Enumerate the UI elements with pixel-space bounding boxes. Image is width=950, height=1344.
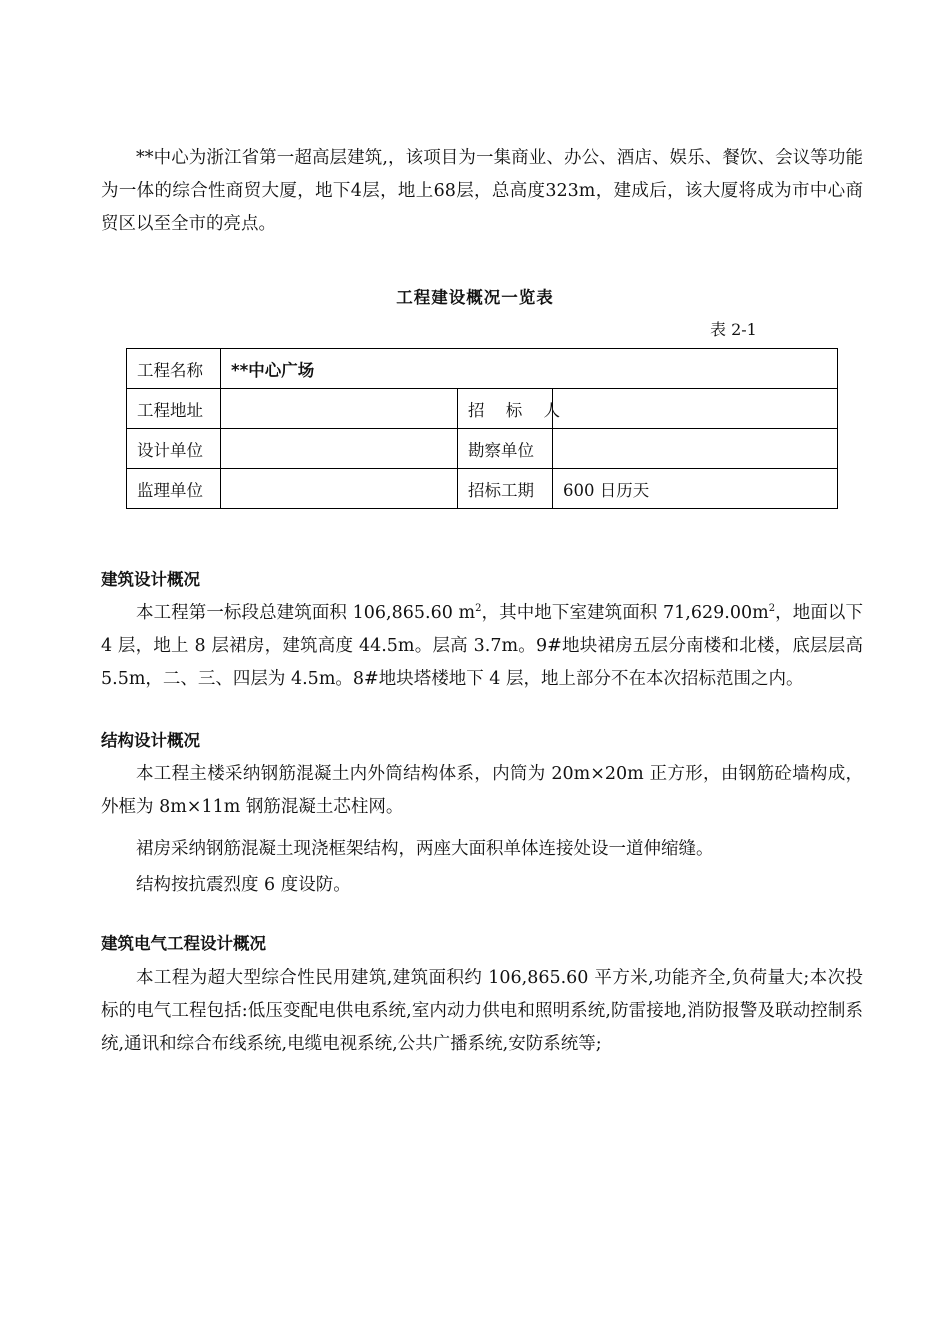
table-cell-value bbox=[221, 429, 458, 469]
table-row bbox=[127, 429, 838, 469]
table-cell-label: 工程名称 bbox=[127, 349, 221, 389]
table-cell-label: 招 标 人 bbox=[458, 389, 553, 429]
architecture-paragraph bbox=[101, 597, 863, 696]
table-row bbox=[127, 349, 838, 389]
table-cell-label: 招标工期 bbox=[458, 469, 553, 509]
table-cell-value bbox=[553, 389, 838, 429]
project-overview-table bbox=[126, 348, 838, 509]
table-number: 表 2-1 bbox=[710, 320, 757, 339]
table-title: 工程建设概况一览表 bbox=[396, 288, 554, 307]
section-heading-structure: 结构设计概况 bbox=[101, 731, 200, 750]
table-cell-label: 设计单位 bbox=[127, 429, 221, 469]
table-cell-value bbox=[221, 469, 458, 509]
table-cell-value bbox=[553, 429, 838, 469]
table-cell-value bbox=[221, 389, 458, 429]
table-cell-project-name: **中心广场 bbox=[221, 349, 838, 389]
superscript: 2 bbox=[475, 603, 482, 615]
structure-paragraph-2: 裙房采纳钢筋混凝土现浇框架结构，两座大面积单体连接处设一道伸缩缝。 bbox=[136, 839, 714, 859]
architecture-text-3: ，地面以下 4 层，地上 8 层裙房，建筑高度 44.5m。层高 3.7m。9#地块裙房五层分南楼和北楼，底层层高 5.5m，二、三、四层为 4.5m。8#地块塔楼地下 4 层，地上部分不在本次招标范围之内。 bbox=[101, 603, 863, 689]
table-row bbox=[127, 389, 838, 429]
section-heading-architecture: 建筑设计概况 bbox=[101, 570, 200, 589]
superscript: 2 bbox=[768, 603, 776, 615]
intro-paragraph: **中心为浙江省第一超高层建筑,，该项目为一集商业、办公、酒店、娱乐、餐饮、会议等功能为一体的综合性商贸大厦，地下4层，地上68层，总高度323m，建成后，该大厦将成为市中心商贸区以至全市的亮点。 bbox=[101, 148, 863, 234]
table-cell-label: 工程地址 bbox=[127, 389, 221, 429]
table-cell-value: 600 日历天 bbox=[553, 469, 838, 509]
electrical-paragraph: 本工程为超大型综合性民用建筑,建筑面积约 106,865.60 平方米,功能齐全,负荷量大;本次投标的电气工程包括:低压变配电供电系统,室内动力供电和照明系统,防雷接地,消防报警及联动控制系统,通讯和综合布线系统,电缆电视系统,公共广播系统,安防系统等; bbox=[101, 968, 863, 1054]
architecture-text-2: ，其中地下室建筑面积 71,629.00m bbox=[481, 603, 769, 623]
section-heading-electrical: 建筑电气工程设计概况 bbox=[101, 934, 266, 953]
table-cell-label: 监理单位 bbox=[127, 469, 221, 509]
structure-paragraph-3: 结构按抗震烈度 6 度设防。 bbox=[136, 875, 351, 895]
table-cell-label: 勘察单位 bbox=[458, 429, 553, 469]
structure-paragraph-1: 本工程主楼采纳钢筋混凝土内外筒结构体系，内筒为 20m×20m 正方形，由钢筋砼墙构成，外框为 8m×11m 钢筋混凝土芯柱网。 bbox=[101, 764, 863, 817]
table-row bbox=[127, 469, 838, 509]
architecture-text-1: 本工程第一标段总建筑面积 106,865.60 m bbox=[136, 603, 476, 623]
